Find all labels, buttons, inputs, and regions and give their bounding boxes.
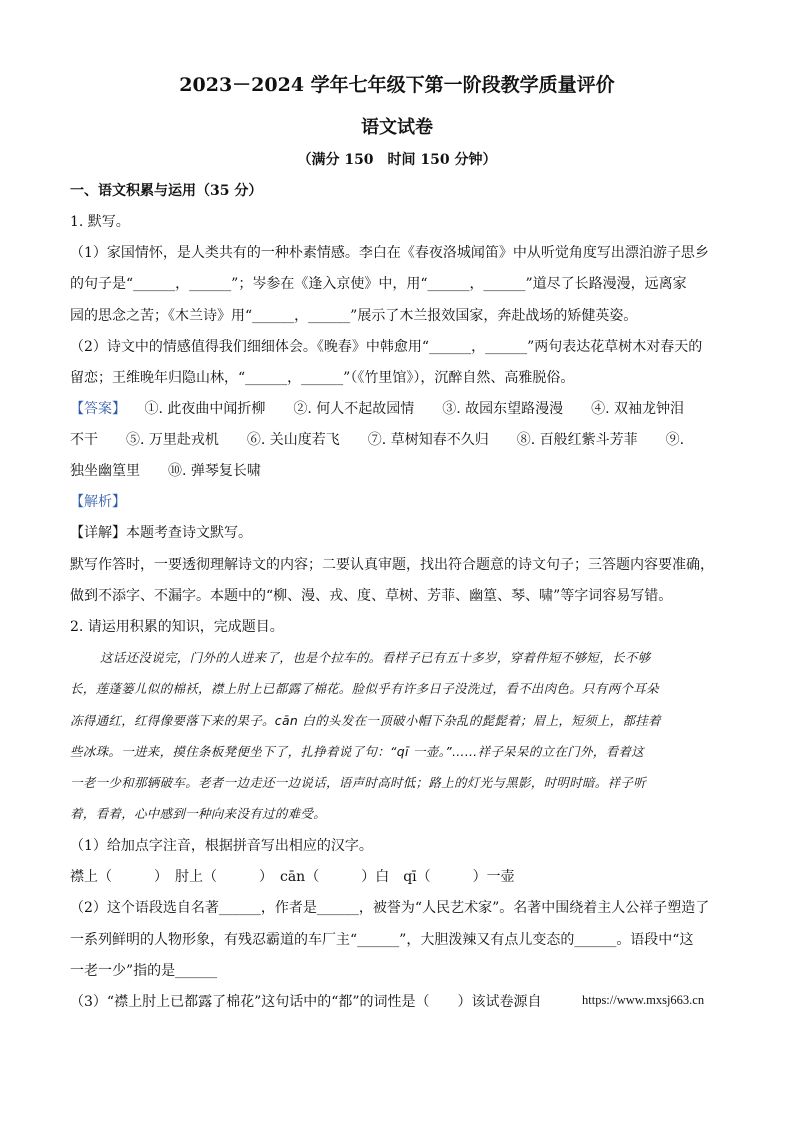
passage-line: 些冰珠。一进来，摸住条板凳便坐下了，扎挣着说了句：“qī 一壶。”……祥子呆呆的立在门外，看着这 <box>70 744 644 759</box>
question-2-1-blanks: 襟上（ ） 肘上（ ） cān（ ）白 qī（ ）一壶 <box>70 869 515 885</box>
passage-line: 着，看着，心中感到一种向来没有过的难受。 <box>70 806 327 821</box>
answer-tag: 【答案】 <box>70 401 126 417</box>
answer-text-1: ①. 此夜曲中闻折柳 ②. 何人不起故园情 ③. 故园东望路漫漫 ④. 双袖龙钟泪 <box>144 401 685 417</box>
question-1-1-line-c: 园的思念之苦；《木兰诗》用“______，______”展示了木兰报效国家，奔赴战场的矫健英姿。 <box>70 308 638 324</box>
question-1-1-line-b: 的句子是“______，______”；岑参在《逢入京使》中，用“______，______”道尽了长路漫漫，远离家 <box>70 276 687 292</box>
detail-line: 【详解】本题考查诗文默写。 <box>70 525 252 541</box>
question-2-2-line-c: 一老一少”指的是______ <box>70 963 218 979</box>
detail-line-2b: 做到不添字、不漏字。本题中的“柳、漫、戎、度、草树、芳菲、幽篁、琴、啸”等字词容易写错。 <box>70 588 673 604</box>
question-1-2-line-b: 留恋；王维晚年归隐山林，“______，______”（《竹里馆》），沉醉自然、高雅脱俗。 <box>70 370 575 386</box>
detail-line-2a: 默写作答时，一要透彻理解诗文的内容；二要认真审题，找出符合题意的诗文句子；三答题内容要准确， <box>70 557 714 573</box>
exam-title: 2023－2024 学年七年级下第一阶段教学质量评价 <box>179 74 615 96</box>
exam-info: （满分 150 时间 150 分钟） <box>297 152 497 168</box>
passage-line: 一老一少和那辆破车。老者一边走还一边说话，语声时高时低；路上的灯光与黑影，时明时暗。祥子听 <box>70 775 647 790</box>
question-1-1-line-a: （1）家国情怀，是人类共有的一种朴素情感。李白在《春夜洛城闻笛》中从听觉角度写出漂泊游子思乡 <box>70 245 709 261</box>
answer-line-2: 不干 ⑤. 万里赴戎机 ⑥. 关山度若飞 ⑦. 草树知春不久归 ⑧. 百般红紫斗芳菲 ⑨. <box>70 432 685 448</box>
question-2-2-line-b: 一系列鲜明的人物形象，有残忍霸道的车厂主“______”，大胆泼辣又有点儿变态的______。语段中“这 <box>70 932 694 948</box>
question-2-1: （1）给加点字注音，根据拼音写出相应的汉字。 <box>70 838 373 854</box>
section-heading: 一、语文积累与运用（35 分） <box>70 183 263 199</box>
passage-line: 这话还没说完，门外的人进来了，也是个拉车的。看样子已有五十多岁，穿着件短不够短，长不够 <box>100 650 651 665</box>
passage-line: 冻得通红，红得像要落下来的果子。cān 白的头发在一顶破小帽下杂乱的髭髭着；眉上，短须上，都挂着 <box>70 713 661 728</box>
answer-line-3: 独坐幽篁里 ⑩. 弹琴复长啸 <box>70 463 261 479</box>
question-1-label: 1. 默写。 <box>70 214 130 230</box>
question-2-label: 2. 请运用积累的知识，完成题目。 <box>70 619 284 635</box>
question-1-2-line-a: （2）诗文中的情感值得我们细细体会。《晚春》中韩愈用“______，______”两句表达花草树木对春天的 <box>70 339 703 355</box>
analysis-tag: 【解析】 <box>70 494 126 510</box>
passage-line: 长，莲蓬篓儿似的棉袄，襟上肘上已都露了棉花。脸似乎有许多日子没洗过，看不出肉色。只有两个耳朵 <box>70 681 659 696</box>
answer-line-1 <box>70 399 730 419</box>
source-url[interactable]: https://www.mxsj663.cn <box>582 993 705 1007</box>
question-2-3: （3）“襟上肘上已都露了棉花”这句话中的“都”的词性是（ ）该试卷源自 <box>70 994 542 1010</box>
exam-subject: 语文试卷 <box>361 117 433 138</box>
question-2-2-line-a: （2）这个语段选自名著______，作者是______，被誉为“人民艺术家”。名著中围绕着主人公祥子塑造了 <box>70 900 710 916</box>
